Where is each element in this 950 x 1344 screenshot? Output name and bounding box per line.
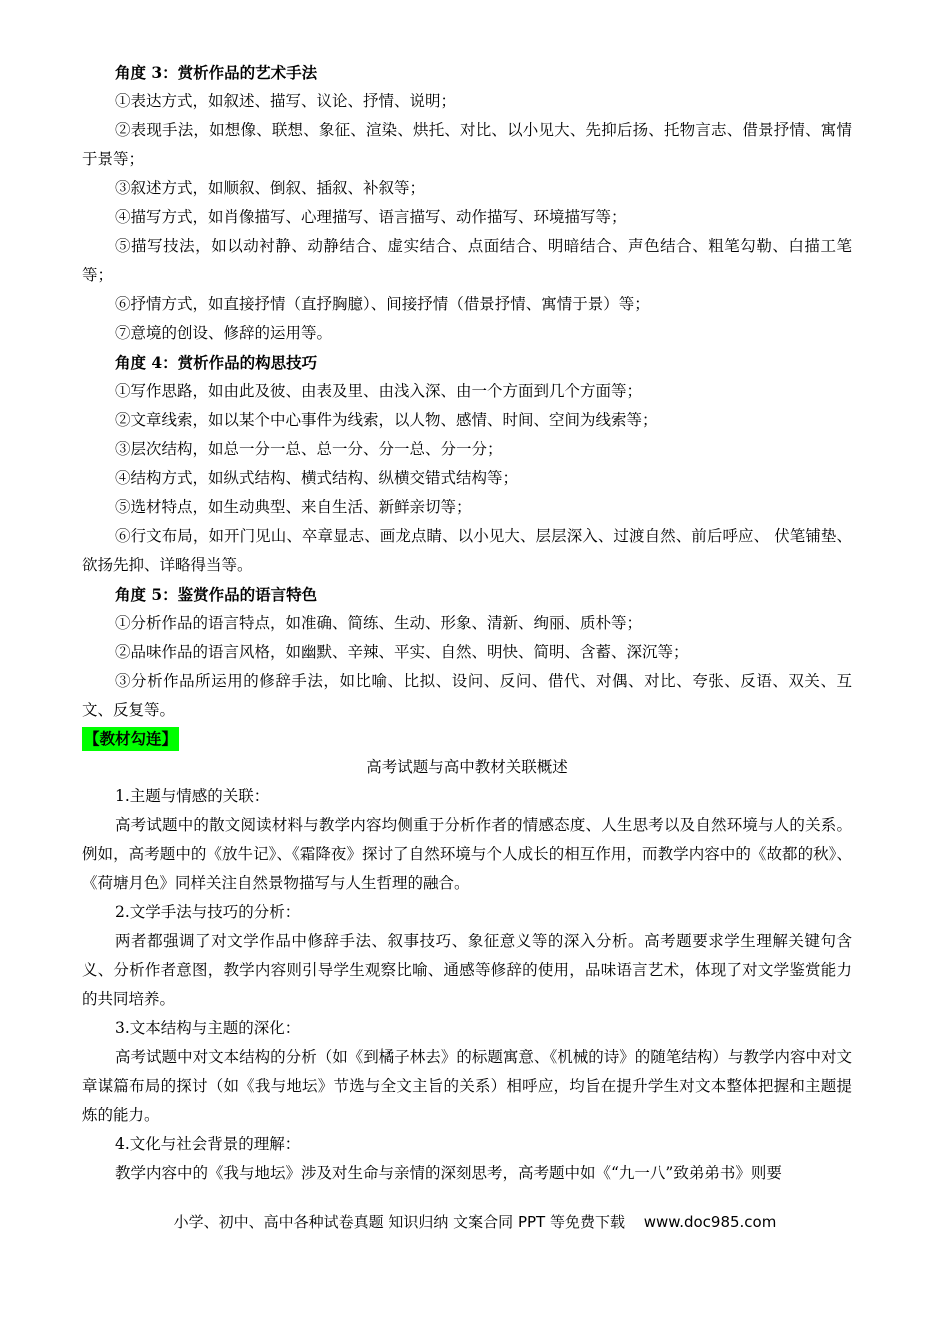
list-item: ⑥行文布局，如开门见山、卒章显志、画龙点睛、以小见大、层层深入、过渡自然、前后呼应、 伏笔铺垫、欲扬先抑、详略得当等。 xyxy=(82,527,852,574)
angle5-heading: 角度 5：鉴赏作品的语言特色 xyxy=(115,585,318,604)
section-heading: 1.主题与情感的关联： xyxy=(115,787,270,805)
textbook-link-badge: 【教材勾连】 xyxy=(82,727,179,751)
list-item: ⑦意境的创设、修辞的运用等。 xyxy=(115,324,333,342)
section-body: 两者都强调了对文学作品中修辞手法、叙事技巧、象征意义等的深入分析。高考题要求学生理解关键句含义、分析作者意图，教学内容则引导学生观察比喻、通感等修辞的使用，品味语言艺术，体现了对文学鉴赏能力的共同培养。 xyxy=(82,932,852,1008)
section-body: 高考试题中的散文阅读材料与教学内容均侧重于分析作者的情感态度、人生思考以及自然环境与人的关系。例如，高考题中的《放牛记》、《霜降夜》探讨了自然环境与个人成长的相互作用，而教学内容中的《故都的秋》、《荷塘月色》同样关注自然景物描写与人生哲理的融合。 xyxy=(82,816,852,892)
list-item: ④结构方式，如纵式结构、横式结构、纵横交错式结构等； xyxy=(115,469,519,487)
list-item: ⑤选材特点，如生动典型、来自生活、新鲜亲切等； xyxy=(115,498,472,516)
list-item: ①分析作品的语言特点，如准确、简练、生动、形象、清新、绚丽、质朴等； xyxy=(115,614,643,632)
footer-text: 小学、初中、高中各种试卷真题 知识归纳 文案合同 PPT 等免费下载 xyxy=(173,1213,625,1231)
list-item: ⑥抒情方式，如直接抒情（直抒胸臆）、间接抒情（借景抒情、寓情于景）等； xyxy=(115,295,650,313)
list-item: ①写作思路，如由此及彼、由表及里、由浅入深、由一个方面到几个方面等； xyxy=(115,382,643,400)
footer-url[interactable]: www.doc985.com xyxy=(643,1213,777,1231)
section-heading: 2.文学手法与技巧的分析： xyxy=(115,903,301,921)
list-item: ③层次结构，如总一分一总、总一分、分一总、分一分； xyxy=(115,440,503,458)
list-item: ④描写方式，如肖像描写、心理描写、语言描写、动作描写、环境描写等； xyxy=(115,208,627,226)
list-item: ③叙述方式，如顺叙、倒叙、插叙、补叙等； xyxy=(115,179,426,197)
section-heading: 3.文本结构与主题的深化： xyxy=(115,1019,301,1037)
angle3-heading: 角度 3：赏析作品的艺术手法 xyxy=(115,63,318,82)
angle4-heading: 角度 4：赏析作品的构思技巧 xyxy=(115,353,318,372)
page-footer xyxy=(0,1210,950,1234)
list-item: ②品味作品的语言风格，如幽默、辛辣、平实、自然、明快、简明、含蓄、深沉等； xyxy=(115,643,689,661)
badge-row xyxy=(82,725,852,753)
section-body: 高考试题中对文本结构的分析（如《到橘子林去》的标题寓意、《机械的诗》的随笔结构）与教学内容中对文章谋篇布局的探讨（如《我与地坛》节选与全文主旨的关系）相呼应，均旨在提升学生对文本整体把握和主题提炼的能力。 xyxy=(82,1048,852,1124)
list-item: ③分析作品所运用的修辞手法，如比喻、比拟、设问、反问、借代、对偶、对比、夸张、反语、双关、互文、反复等。 xyxy=(82,672,852,719)
list-item: ②表现手法，如想像、联想、象征、渲染、烘托、对比、以小见大、先抑后扬、托物言志、借景抒情、寓情于景等； xyxy=(82,121,852,168)
section-heading: 4.文化与社会背景的理解： xyxy=(115,1135,301,1153)
document-body xyxy=(82,58,852,1188)
list-item: ⑤描写技法，如以动衬静、动静结合、虚实结合、点面结合、明暗结合、声色结合、粗笔勾勒、白描工笔等； xyxy=(82,237,852,284)
list-item: ②文章线索，如以某个中心事件为线索，以人物、感情、时间、空间为线索等； xyxy=(115,411,658,429)
list-item: ①表达方式，如叙述、描写、议论、抒情、说明； xyxy=(115,92,457,110)
section-title: 高考试题与高中教材关联概述 xyxy=(366,758,568,776)
section-body: 教学内容中的《我与地坛》涉及对生命与亲情的深刻思考，高考题中如《“九一八”致弟弟书》则要 xyxy=(115,1164,782,1182)
